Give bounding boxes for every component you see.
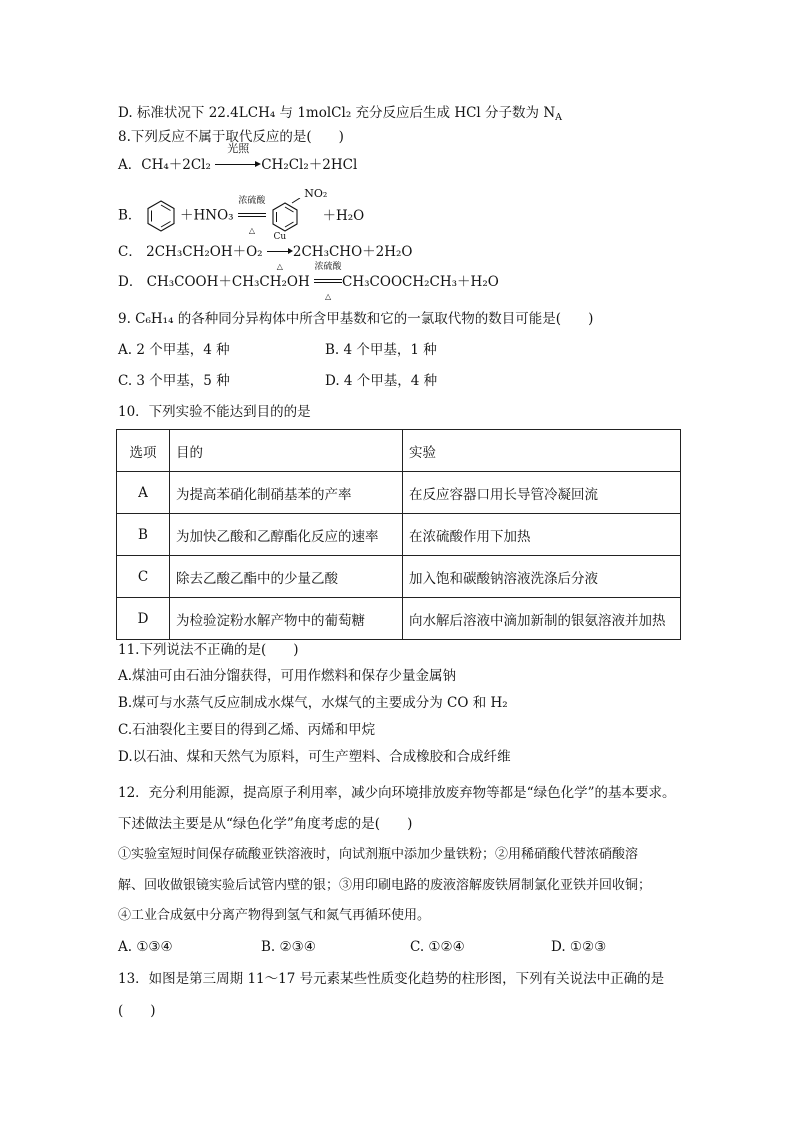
q11-option-c: C.石油裂化主要目的得到乙烯、丙烯和甲烷 <box>118 722 376 738</box>
q8-a-label: A． <box>118 157 142 173</box>
q9-option-c: C. 3 个甲基，5 种 <box>118 373 230 389</box>
q9-stem: 9. C₆H₁₄ 的各种同分异构体中所含甲基数和它的一氯取代物的数目可能是( ) <box>118 311 594 327</box>
q8-b-label: B． <box>118 207 142 224</box>
q8-c-reactants: 2CH₃CH₂OH＋O₂ <box>146 244 263 260</box>
q8-c-arrow <box>267 232 293 271</box>
table-cell: 为提高苯硝化制硝基苯的产率 <box>170 472 403 514</box>
q8-b-arrow <box>238 195 266 235</box>
table-row <box>117 556 681 598</box>
q11-option-a: A.煤油可由石油分馏获得，可用作燃料和保存少量金属钠 <box>118 668 457 684</box>
table-cell: D <box>117 598 170 640</box>
q8-stem: 8.下列反应不属于取代反应的是( ) <box>118 129 344 145</box>
equals-icon <box>238 212 266 218</box>
q13-stem-line-2: ( ) <box>118 1003 156 1019</box>
q8-b-reagent: ＋HNO₃ <box>180 207 234 224</box>
q8-c-cond-top: Cu <box>273 232 287 242</box>
table-cell: 在反应容器口用长导管冷凝回流 <box>403 472 681 514</box>
q8-b-products: ＋H₂O <box>322 207 365 224</box>
table-header-cell: 实验 <box>403 430 681 472</box>
table-cell: 加入饱和碳酸钠溶液洗涤后分液 <box>403 556 681 598</box>
q10-stem: 10．下列实验不能达到目的的是 <box>118 404 311 420</box>
table-row <box>117 514 681 556</box>
table-cell: 为检验淀粉水解产物中的葡萄糖 <box>170 598 403 640</box>
q12-item-line-2: 解、回收做银镜实验后试管内壁的银；③用印刷电路的废液溶解废铁屑制氯化亚铁并回收铜； <box>118 878 652 893</box>
q8-option-a <box>118 142 358 175</box>
q8-b-substituent: NO₂ <box>304 187 328 200</box>
table-row <box>117 598 681 640</box>
q9-option-b: B. 4 个甲基，1 种 <box>325 342 437 358</box>
nitrobenzene-structure <box>270 187 328 234</box>
q8-b-cond-top: 浓硫酸 <box>238 195 266 206</box>
q12-option-a: A. ①③④ <box>118 939 173 955</box>
q8-option-b <box>118 187 365 235</box>
q9-option-d: D. 4 个甲基，4 种 <box>325 373 438 389</box>
q8-c-products: 2CH₃CHO＋2H₂O <box>292 244 413 260</box>
table-cell: 为加快乙酸和乙醇酯化反应的速率 <box>170 514 403 556</box>
q8-d-reactants: CH₃COOH＋CH₃CH₂OH <box>146 274 310 290</box>
q8-c-cond-bottom: △ <box>276 262 283 271</box>
q7-option-d-sub: A <box>555 112 563 123</box>
q12-option-c: C. ①②④ <box>410 939 465 955</box>
q8-d-label: D． <box>118 274 143 290</box>
q7-option-d <box>118 103 562 123</box>
table-cell: B <box>117 514 170 556</box>
table-cell: 除去乙酸乙酯中的少量乙酸 <box>170 556 403 598</box>
q8-a-arrow <box>215 142 261 175</box>
q8-d-cond-bottom: △ <box>324 292 332 301</box>
table-cell: A <box>117 472 170 514</box>
q13-stem-line-1: 13．如图是第三周期 11～17 号元素某些性质变化趋势的柱形图，下列有关说法中正确的是 <box>118 971 665 987</box>
q8-a-reactants: CH₄＋2Cl₂ <box>141 157 211 173</box>
equals-icon <box>314 278 342 284</box>
table-header-cell: 选项 <box>117 430 170 472</box>
q9-option-a: A. 2 个甲基，4 种 <box>118 342 230 358</box>
table-cell: C <box>117 556 170 598</box>
table-row <box>117 472 681 514</box>
q11-option-d: D.以石油、煤和天然气为原料，可生产塑料、合成橡胶和合成纤维 <box>118 749 511 765</box>
q8-c-label: C． <box>118 244 142 260</box>
benzene-icon <box>146 199 176 233</box>
q8-d-cond-top: 浓硫酸 <box>314 262 342 272</box>
q8-option-d <box>118 262 499 301</box>
arrow-icon <box>267 248 293 254</box>
table-cell: 在浓硫酸作用下加热 <box>403 514 681 556</box>
table-header-cell: 目的 <box>170 430 403 472</box>
table-cell: 向水解后溶液中滴加新制的银氨溶液并加热 <box>403 598 681 640</box>
q12-option-d: D. ①②③ <box>551 939 607 955</box>
q11-option-b: B.煤可与水蒸气反应制成水煤气，水煤气的主要成分为 CO 和 H₂ <box>118 695 508 711</box>
q12-item-line-1: ①实验室短时间保存硫酸亚铁溶液时，向试剂瓶中添加少量铁粉；②用稀硝酸代替浓硝酸溶 <box>118 847 639 862</box>
q8-d-arrow <box>314 262 342 301</box>
q11-stem: 11.下列说法不正确的是( ) <box>118 642 299 658</box>
table-header-row <box>117 430 681 472</box>
q12-option-b: B. ②③④ <box>261 939 316 955</box>
q10-table <box>116 429 681 640</box>
q12-item-line-3: ④工业合成氨中分离产物得到氢气和氮气再循环使用。 <box>118 908 431 923</box>
q8-d-products: CH₃COOCH₂CH₃＋H₂O <box>342 274 499 290</box>
q8-a-products: CH₂Cl₂＋2HCl <box>261 157 358 173</box>
q12-stem-line-2: 下述做法主要是从“绿色化学”角度考虑的是( ) <box>118 816 413 832</box>
q12-stem-line-1: 12．充分利用能源，提高原子利用率，减少向环境排放废弃物等都是“绿色化学”的基本要求。 <box>118 785 676 801</box>
arrow-icon <box>215 160 261 168</box>
q7-option-d-text: D. 标准状况下 22.4LCH₄ 与 1molCl₂ 充分反应后生成 HCl 分子数为 N <box>118 105 556 121</box>
q8-a-condition: 光照 <box>227 142 250 155</box>
q8-b-cond-bottom: △ <box>248 225 255 235</box>
